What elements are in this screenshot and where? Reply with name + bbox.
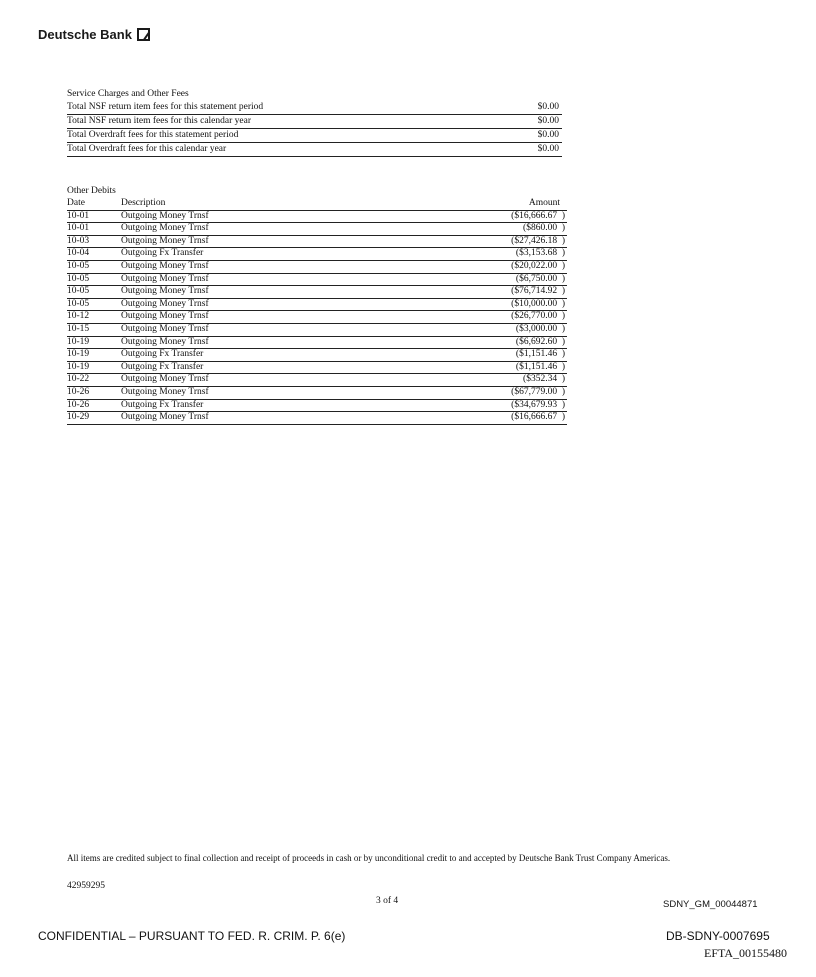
debit-row xyxy=(67,374,567,387)
debit-date: 10-22 xyxy=(67,374,90,385)
debit-date: 10-03 xyxy=(67,235,90,246)
date-column-header: Date xyxy=(67,198,85,208)
fee-amount: $0.00 xyxy=(537,102,559,112)
debit-row xyxy=(67,248,567,261)
debit-date: 10-05 xyxy=(67,298,90,309)
fee-amount: $0.00 xyxy=(537,116,559,126)
bank-name: Deutsche Bank xyxy=(38,27,132,42)
debit-row xyxy=(67,349,567,362)
service-charges-section xyxy=(67,88,562,157)
debit-amount: ($1,151.46 ) xyxy=(515,349,565,360)
debit-amount: ($10,000.00 ) xyxy=(511,298,565,309)
bates-efta: EFTA_00155480 xyxy=(704,946,788,960)
fee-amount: $0.00 xyxy=(537,130,559,140)
other-debits-header-row xyxy=(67,198,567,211)
debit-row xyxy=(67,299,567,312)
debit-description: Outgoing Fx Transfer xyxy=(121,399,204,410)
debit-description: Outgoing Money Trnsf xyxy=(121,386,209,397)
debit-description: Outgoing Money Trnsf xyxy=(121,286,209,297)
debit-description: Outgoing Money Trnsf xyxy=(121,323,209,334)
debit-amount: ($76,714.92 ) xyxy=(511,286,565,297)
confidential-notice: CONFIDENTIAL – PURSUANT TO FED. R. CRIM. P. 6(e) xyxy=(38,929,346,943)
debit-row xyxy=(67,387,567,400)
debit-date: 10-19 xyxy=(67,349,90,360)
debit-amount: ($67,779.00 ) xyxy=(511,386,565,397)
debit-description: Outgoing Money Trnsf xyxy=(121,298,209,309)
debit-row xyxy=(67,324,567,337)
debit-description: Outgoing Money Trnsf xyxy=(121,273,209,284)
other-debits-title: Other Debits xyxy=(67,186,116,196)
debit-description: Outgoing Money Trnsf xyxy=(121,223,209,234)
debit-amount: ($3,153.68 ) xyxy=(515,248,565,259)
fee-row xyxy=(67,101,562,115)
other-debits-section xyxy=(67,185,567,425)
debit-description: Outgoing Fx Transfer xyxy=(121,349,204,360)
credit-disclaimer: All items are credited subject to final collection and receipt of proceeds in cash or by unconditional credit to and accepted by Deutsche Bank Trust Company Americas. xyxy=(67,853,671,863)
debit-row xyxy=(67,261,567,274)
debit-date: 10-12 xyxy=(67,311,90,322)
bank-logo xyxy=(38,27,150,42)
fee-label: Total NSF return item fees for this calendar year xyxy=(67,116,251,126)
service-charges-table xyxy=(67,101,562,157)
debit-amount: ($860.00 ) xyxy=(523,223,565,234)
debit-date: 10-15 xyxy=(67,323,90,334)
debit-description: Outgoing Money Trnsf xyxy=(121,260,209,271)
debit-row xyxy=(67,236,567,249)
fee-row xyxy=(67,129,562,143)
debit-amount: ($20,022.00 ) xyxy=(511,260,565,271)
debit-amount: ($26,770.00 ) xyxy=(511,311,565,322)
debit-amount: ($27,426.18 ) xyxy=(511,235,565,246)
debit-amount: ($1,151.46 ) xyxy=(515,361,565,372)
debit-date: 10-29 xyxy=(67,412,90,423)
debit-row xyxy=(67,311,567,324)
debit-description: Outgoing Fx Transfer xyxy=(121,248,204,259)
debit-amount: ($16,666.67 ) xyxy=(511,412,565,423)
debit-row xyxy=(67,400,567,413)
debit-date: 10-04 xyxy=(67,248,90,259)
debit-date: 10-19 xyxy=(67,336,90,347)
debit-date: 10-05 xyxy=(67,286,90,297)
debit-row xyxy=(67,211,567,224)
fee-row xyxy=(67,143,562,157)
other-debits-table xyxy=(67,211,567,425)
debit-date: 10-05 xyxy=(67,260,90,271)
fee-amount: $0.00 xyxy=(537,144,559,154)
debit-description: Outgoing Money Trnsf xyxy=(121,235,209,246)
debit-date: 10-05 xyxy=(67,273,90,284)
amount-column-header: Amount xyxy=(528,198,560,208)
debit-date: 10-26 xyxy=(67,399,90,410)
debit-date: 10-01 xyxy=(67,223,90,234)
debit-amount: ($34,679.93 ) xyxy=(511,399,565,410)
description-column-header: Description xyxy=(121,198,166,208)
debit-description: Outgoing Fx Transfer xyxy=(121,361,204,372)
debit-amount: ($6,692.60 ) xyxy=(515,336,565,347)
page-number: 3 of 4 xyxy=(376,896,399,906)
fee-row xyxy=(67,115,562,129)
bates-db-sdny: DB-SDNY-0007695 xyxy=(666,929,770,943)
debit-date: 10-01 xyxy=(67,210,90,221)
fee-label: Total Overdraft fees for this statement period xyxy=(67,130,239,140)
debit-amount: ($3,000.00 ) xyxy=(515,323,565,334)
deutsche-bank-slash-icon xyxy=(137,28,150,41)
debit-date: 10-26 xyxy=(67,386,90,397)
fee-label: Total Overdraft fees for this calendar year xyxy=(67,144,227,154)
debit-row xyxy=(67,274,567,287)
debit-row xyxy=(67,223,567,236)
debit-row xyxy=(67,337,567,350)
debit-amount: ($352.34 ) xyxy=(523,374,565,385)
debit-row xyxy=(67,362,567,375)
debit-date: 10-19 xyxy=(67,361,90,372)
fee-label: Total NSF return item fees for this statement period xyxy=(67,102,264,112)
debit-amount: ($16,666.67 ) xyxy=(511,210,565,221)
debit-description: Outgoing Money Trnsf xyxy=(121,210,209,221)
service-charges-title: Service Charges and Other Fees xyxy=(67,89,189,99)
debit-description: Outgoing Money Trnsf xyxy=(121,311,209,322)
debit-row xyxy=(67,286,567,299)
debit-description: Outgoing Money Trnsf xyxy=(121,374,209,385)
debit-row xyxy=(67,412,567,425)
debit-amount: ($6,750.00 ) xyxy=(515,273,565,284)
debit-description: Outgoing Money Trnsf xyxy=(121,412,209,423)
bates-sdny-gm: SDNY_GM_00044871 xyxy=(663,899,758,910)
debit-description: Outgoing Money Trnsf xyxy=(121,336,209,347)
account-number: 42959295 xyxy=(67,881,105,891)
